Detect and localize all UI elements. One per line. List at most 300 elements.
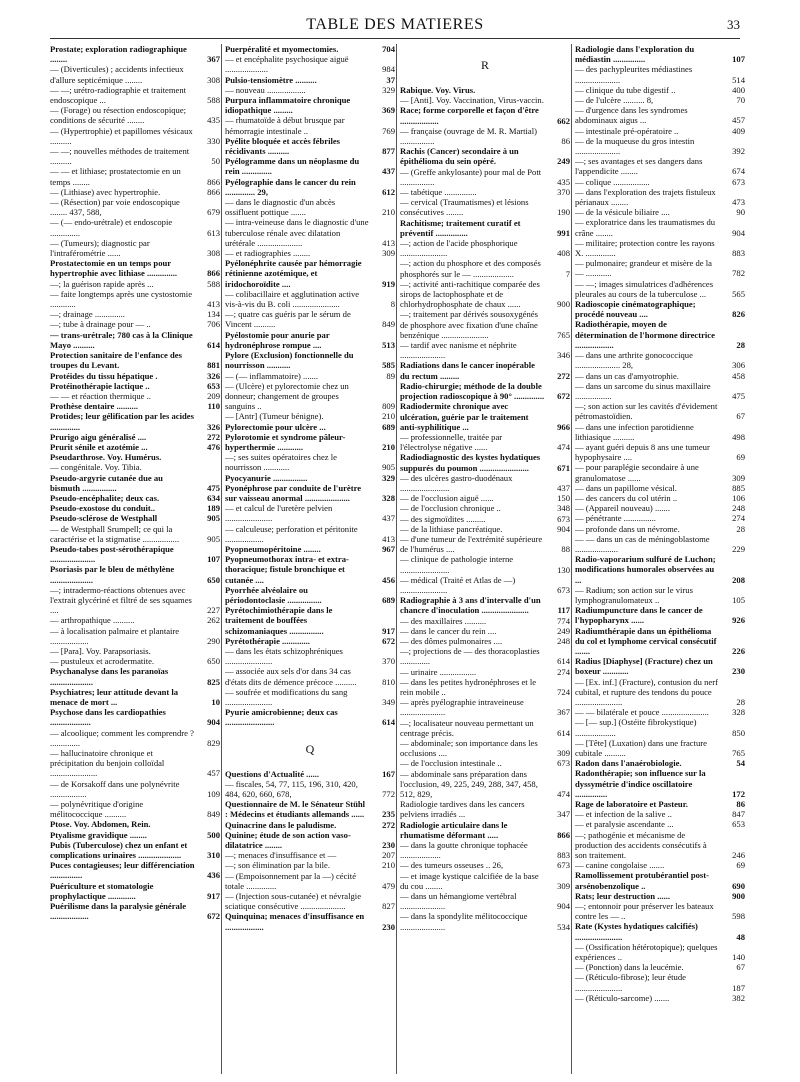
index-entry — [50, 452, 220, 462]
entry-page: 662 — [557, 115, 570, 126]
index-entry — [400, 667, 570, 677]
entry-page: 190 — [557, 207, 570, 218]
index-entry — [575, 442, 745, 462]
entry-page: 28 — [736, 339, 745, 350]
index-entry — [225, 473, 395, 483]
entry-text: Radiations dans le cancer inopérable du rectum ......... — [400, 360, 535, 381]
entry-text: — de la vésicule biliaire .... — [575, 207, 670, 218]
index-entry — [400, 738, 570, 758]
entry-text: Radon dans l'anaérobiologie. — [575, 758, 682, 769]
entry-text: Pyrétothérapie ............. — [225, 635, 310, 646]
entry-page: 367 — [207, 54, 220, 65]
entry-text: — —; images simulatrices d'adhérences pleurales au cours de la tuberculose ... — [575, 278, 714, 299]
index-entry — [50, 166, 220, 186]
entry-text: Prostate; exploration radiographique ........ — [50, 44, 187, 65]
index-entry — [575, 962, 745, 972]
index-entry — [50, 819, 220, 829]
entry-page: 348 — [557, 503, 570, 514]
entry-text: —; tube à drainage pour — .. — [50, 319, 151, 330]
entry-page: 724 — [557, 686, 570, 697]
entry-text: — dans le cancer du rein .... — [400, 625, 497, 636]
page-header — [50, 14, 740, 36]
entry-page: 67 — [736, 411, 745, 422]
entry-text: Radiodermite chronique avec ulcération, guérie par le traitement anti-syphilitique ... — [400, 401, 529, 432]
entry-text: — et paralysie ascendante ... — [575, 819, 674, 830]
entry-page: 235 — [382, 809, 395, 820]
index-entry — [575, 493, 745, 503]
entry-text: — trans-urétrale; 780 cas à la Clinique Mayo .......... — [50, 329, 193, 350]
entry-page: 774 — [557, 615, 570, 626]
entry-page: 769 — [382, 125, 395, 136]
index-entry — [400, 105, 570, 125]
entry-page: 826 — [732, 309, 745, 320]
entry-page: 905 — [382, 462, 395, 473]
entry-page: 598 — [732, 911, 745, 922]
entry-page: 89 — [386, 370, 395, 381]
index-entry — [575, 401, 745, 421]
index-entry — [575, 738, 745, 758]
entry-page: 117 — [557, 605, 570, 616]
index-entry — [400, 860, 570, 870]
entry-page: 883 — [732, 248, 745, 259]
index-entry — [400, 473, 570, 493]
entry-text: — [Anti]. Voy. Vaccination, Virus-vaccin. — [400, 95, 544, 106]
entry-text: —; ses suites opératoires chez le nourrisson ............ — [225, 452, 337, 473]
entry-text: Radiologie tardives dans les cancers pelviens irradiés ... — [400, 799, 525, 820]
entry-text: Prothèse dentaire .......... — [50, 401, 138, 412]
index-entry — [225, 258, 395, 289]
entry-text: — exploratrice dans les traumatismes du crâne ........ — [575, 217, 716, 238]
index-entry — [575, 381, 745, 401]
index-entry — [50, 544, 220, 564]
index-entry — [575, 605, 745, 625]
entry-text: Protéides du tissu hépatique . — [50, 370, 158, 381]
index-entry — [575, 819, 745, 829]
index-entry — [400, 146, 570, 166]
entry-text: Pyélite bloquée et accès fébriles récidivants .......... — [225, 135, 341, 157]
entry-page: 847 — [732, 809, 745, 820]
entry-text: — [Para]. Voy. Parapsoriasis. — [50, 645, 151, 656]
index-entry — [575, 891, 745, 901]
entry-text: — dans un papillome vésical. — [575, 482, 677, 493]
entry-text: — alcoolique; comment les comprendre ? .............. — [50, 727, 194, 748]
index-entry — [400, 452, 570, 472]
entry-page: 330 — [207, 135, 220, 146]
entry-page: 585 — [382, 360, 395, 371]
column-divider — [571, 44, 572, 1074]
entry-page: 457 — [207, 768, 220, 779]
index-entry — [50, 799, 220, 819]
entry-page: 904 — [732, 227, 745, 238]
entry-text: Puerpéralité et myomectomies. — [225, 44, 339, 54]
index-entry — [225, 452, 395, 472]
entry-page: 106 — [732, 492, 745, 503]
entry-text: — [Ex. inf.] (Fracture), contusion du nerf cubital, et rupture des tendons du pouce ...................... — [575, 676, 718, 707]
entry-text: Radonthérapie; son influence sur la dyssymétrie d'indice oscillatoire ............... — [575, 768, 706, 799]
entry-text: — des cancers du col utérin .. — [575, 492, 678, 503]
index-entry — [225, 860, 395, 870]
index-entry — [575, 585, 745, 605]
index-entry — [225, 871, 395, 891]
section-letter: R — [480, 58, 489, 72]
index-entry — [575, 279, 745, 299]
entry-page: 689 — [382, 594, 395, 605]
entry-page: 408 — [557, 248, 570, 259]
index-entry — [575, 513, 745, 523]
entry-text: Rachitisme; traitement curatif et préventif ............... — [400, 217, 521, 238]
entry-text: Pseudo-sclérose de Westphall — [50, 513, 158, 524]
entry-page: 829 — [207, 737, 220, 748]
entry-text: — des pachypleurites médiastines ..................... — [575, 64, 693, 85]
entry-text: Pulsio-tensiomètre .......... — [225, 74, 317, 85]
entry-text: Pylorotomie et syndrome pâleur-hyperthermie ............ — [225, 431, 346, 452]
entry-text: —; action de l'acide phosphorique ...................... — [400, 238, 518, 259]
entry-page: 308 — [207, 248, 220, 259]
entry-page: 849 — [382, 319, 395, 330]
entry-page: 290 — [207, 635, 220, 646]
entry-text: —; traitement par dérivés sousoxygénés de phosphore avec fixation d'une chaîne benzénique ...................... — [400, 309, 538, 340]
entry-page: 367 — [557, 707, 570, 718]
entry-page: 565 — [732, 288, 745, 299]
entry-text: — de Westphall Srumpell; ce qui la caractérise et la stigmatise ................. — [50, 523, 180, 544]
entry-page: 917 — [207, 890, 220, 901]
entry-text: Pseudo-encéphalite; deux cas. — [50, 492, 160, 503]
index-entry — [575, 177, 745, 187]
index-entry — [225, 646, 395, 666]
index-entry — [400, 534, 570, 554]
index-entry — [225, 779, 395, 799]
index-entry — [50, 707, 220, 727]
index-entry — [400, 758, 570, 768]
index-entry — [400, 626, 570, 636]
entry-text: Radio-vaporarium sulfuré de Luchon; modifications humorales observées au ... — [575, 554, 716, 585]
entry-page: 140 — [732, 952, 745, 963]
entry-text: — dans un cas d'amyotrophie. — [575, 370, 679, 381]
entry-page: 926 — [732, 615, 745, 626]
entry-text: Radiumpuncture dans le cancer de l'hypopharynx ...... — [575, 605, 703, 626]
entry-text: Radius [Diaphyse] (Fracture) chez un boxeur ............ — [575, 656, 713, 677]
entry-page: 329 — [382, 84, 395, 95]
entry-text: Ramollissement protubérantiel post-arsénobenzolique .. — [575, 870, 709, 891]
index-entry — [50, 728, 220, 748]
index-entry — [50, 666, 220, 686]
entry-text: — de l'ulcère .......... 8, — [575, 95, 654, 106]
entry-text: — (Diverticules) ; accidents infectieux d'allure septicémique ........ — [50, 64, 184, 85]
entry-text: — d'urgence dans les syndromes abdominaux aigus ... — [575, 105, 688, 126]
entry-text: — (Résection) par voie endoscopique ........ 437, 588, — [50, 197, 180, 218]
entry-text: Pyrétochimiothérapie dans le traitement de bouffées schizomaniaques ................ — [225, 605, 333, 636]
index-entry — [225, 554, 395, 585]
entry-text: — (— inflammatoire) ....... — [225, 370, 319, 381]
entry-text: Protection sanitaire de l'enfance des troupes du Levant. — [50, 350, 182, 371]
index-entry — [225, 769, 395, 779]
index-entry — [400, 840, 570, 860]
index-entry — [50, 901, 220, 921]
entry-page: 613 — [207, 227, 220, 238]
entry-text: — cervical (Traumatismes) et lésions consécutives ........ — [400, 197, 529, 218]
index-entry — [50, 330, 220, 350]
entry-page: 326 — [207, 370, 220, 381]
entry-text: Pyocyanurie ................ — [225, 472, 308, 483]
entry-page: 70 — [736, 95, 745, 106]
entry-page: 209 — [207, 390, 220, 401]
entry-page: 966 — [557, 421, 570, 432]
index-entry — [225, 799, 395, 819]
entry-text: Prurit sénile et azotémie ... — [50, 441, 148, 452]
entry-text: — faite longtemps après une cystostomie ............ — [50, 288, 193, 310]
index-entry — [575, 524, 745, 534]
entry-text: — abdominale; son importance dans les occlusions .... — [400, 738, 538, 759]
entry-page: 7 — [565, 268, 570, 279]
entry-page: 514 — [732, 74, 745, 85]
entry-text: Rabique. Voy. Virus. — [400, 85, 476, 95]
entry-page: 809 — [382, 401, 395, 412]
index-entry — [575, 462, 745, 482]
index-entry — [50, 309, 220, 319]
index-entry — [400, 718, 570, 738]
index-entry — [575, 126, 745, 136]
entry-page: 90 — [736, 207, 745, 218]
entry-text: — des dômes pulmonaires .... — [400, 635, 503, 646]
entry-text: Prostatectomie en un temps pour hypertrophie avec lithiase .............. — [50, 258, 178, 279]
entry-text: —; localisateur nouveau permettant un centrage précis. — [400, 717, 534, 738]
index-entry — [400, 514, 570, 524]
index-entry — [400, 167, 570, 187]
entry-text: Pubis (Tuberculose) chez un enfant et complications urinaires .................... — [50, 839, 188, 861]
entry-page: 54 — [736, 758, 745, 769]
entry-page: 227 — [207, 605, 220, 616]
entry-text: — — dans un cas de méningoblastome .................... — [575, 533, 710, 554]
index-entry — [225, 44, 395, 54]
entry-page: 308 — [207, 74, 220, 85]
index-entry — [400, 799, 570, 819]
entry-page: 272 — [557, 370, 570, 381]
index-entry — [400, 524, 570, 534]
index-entry — [225, 371, 395, 381]
entry-text: — française (ouvrage de M. R. Martial) ................ — [400, 125, 537, 147]
entry-page: 810 — [382, 676, 395, 687]
entry-page: 230 — [382, 840, 395, 851]
entry-page: 310 — [207, 850, 220, 861]
entry-text: — d'une tumeur de l'extrémité supérieure de l'humérus .... — [400, 533, 543, 555]
index-entry — [575, 993, 745, 1003]
index-entry — [400, 279, 570, 310]
index-entry — [50, 238, 220, 258]
index-entry — [50, 289, 220, 309]
index-entry — [575, 921, 745, 941]
entry-text: —; projections de — des thoracoplasties .............. — [400, 646, 540, 667]
index-entry — [225, 75, 395, 85]
index-entry — [575, 85, 745, 95]
entry-page: 827 — [382, 901, 395, 912]
entry-text: Radioscopie cinématographique; procédé nouveau .... — [575, 299, 696, 320]
entry-page: 825 — [207, 676, 220, 687]
entry-text: — associée aux sels d'or dans 34 cas d'états dits de démence précoce .......... — [225, 666, 357, 687]
column-divider — [221, 44, 222, 1074]
entry-page: 849 — [207, 809, 220, 820]
entry-page: 474 — [557, 442, 570, 453]
entry-page: 329 — [382, 472, 395, 483]
entry-page: 650 — [207, 574, 220, 585]
index-entry — [50, 442, 220, 452]
index-entry — [400, 95, 570, 105]
entry-text: — intestinale pré-opératoire .. — [575, 125, 679, 136]
index-entry — [400, 616, 570, 626]
entry-page: 437 — [382, 166, 395, 177]
index-entry — [225, 850, 395, 860]
entry-text: — profonde dans un névrome. — [575, 523, 680, 534]
index-entry — [225, 248, 395, 258]
entry-page: 919 — [382, 278, 395, 289]
entry-page: 370 — [557, 187, 570, 198]
entry-text: — (Greffe ankylosante) pour mal de Pott ................ — [400, 166, 542, 187]
entry-page: 69 — [736, 860, 745, 871]
entry-page: 400 — [732, 84, 745, 95]
entry-text: — rhumatoïde à début brusque par hémorragie intestinale .. — [225, 115, 345, 136]
entry-page: 226 — [732, 645, 745, 656]
index-entry — [225, 156, 395, 176]
entry-text: — dans les petites hydronéphroses et le rein mobile .. — [400, 676, 537, 697]
index-entry — [400, 554, 570, 574]
index-entry — [575, 972, 745, 992]
index-entry — [50, 687, 220, 707]
entry-page: 167 — [382, 768, 395, 779]
entry-page: 10 — [211, 697, 220, 707]
entry-text: — dans le diagnostic d'un abcès ossifluent pottique ....... — [225, 197, 336, 218]
entry-text: Protéinothérapie lactique .. — [50, 380, 150, 391]
entry-page: 614 — [557, 656, 570, 667]
entry-page: 437 — [557, 482, 570, 493]
entry-page: 272 — [382, 819, 395, 830]
entry-page: 475 — [207, 482, 220, 493]
entry-text: — soufrée et modifications du sang ...................... — [225, 686, 348, 707]
entry-text: — colibacillaire et agglutination active vis-à-vis du B. coli ...................... — [225, 288, 360, 310]
entry-page: 674 — [732, 166, 745, 177]
index-entry — [575, 534, 745, 554]
entry-text: — calculeuse; perforation et péritonite .................. — [225, 523, 358, 544]
entry-page: 476 — [207, 441, 220, 452]
entry-page: 500 — [207, 829, 220, 840]
entry-page: 309 — [382, 248, 395, 259]
index-entry — [575, 677, 745, 708]
entry-page: 230 — [732, 666, 745, 677]
entry-page: 207 — [382, 850, 395, 861]
index-entry — [575, 238, 745, 258]
entry-text: Rats; leur destruction ...... — [575, 890, 671, 901]
entry-text: — et encéphalite psychosique aiguë .................... — [225, 54, 349, 75]
entry-text: Protides; leur gélification par les acides .............. — [50, 411, 194, 432]
entry-text: — pour paraplégie secondaire à une granulomatose ...... — [575, 462, 699, 483]
entry-text: Radiologie articulaire dans le rhumatisme déformant ..... — [400, 819, 508, 840]
entry-text: — de l'occlusion aiguë ...... — [400, 493, 494, 504]
entry-text: — [Antr] (Tumeur bénigne). — [225, 411, 324, 422]
index-entry — [400, 697, 570, 717]
entry-text: — fiscales, 54, 77, 115, 196, 310, 420, 484, 620, 660, 678, — [225, 778, 358, 800]
entry-page: 534 — [557, 921, 570, 932]
entry-page: 614 — [382, 717, 395, 728]
index-entry — [225, 115, 395, 135]
entry-page: 612 — [382, 186, 395, 197]
entry-text: — (Appareil nouveau) ....... — [575, 503, 670, 514]
entry-text: — (Hypertrophie) et papillomes vésicaux .......... — [50, 125, 193, 146]
index-entry — [225, 54, 395, 74]
entry-text: —; son action sur les cavités d'évidement pétromastoïdien. — [575, 401, 718, 422]
entry-page: 274 — [732, 513, 745, 524]
index-entry — [400, 911, 570, 931]
entry-text: — (Injection sous-cutanée) et névralgie sciatique consécutive ..................... — [225, 891, 362, 912]
index-entry — [575, 860, 745, 870]
index-entry — [50, 197, 220, 217]
entry-page: 706 — [207, 319, 220, 330]
entry-page: 679 — [207, 207, 220, 218]
index-entry — [225, 217, 395, 248]
entry-text: — dans les états schizophréniques ...................... — [225, 645, 343, 667]
entry-text: Psychiatres; leur attitude devant la menace de mort ... — [50, 686, 179, 707]
entry-text: — dans un hémangiome vertébral ..................... — [400, 891, 517, 912]
index-entry — [400, 493, 570, 503]
index-entry — [50, 626, 220, 646]
entry-page: 904 — [557, 901, 570, 912]
entry-text: Rage de laboratoire et Pasteur. — [575, 799, 688, 810]
index-entry — [575, 626, 745, 657]
index-entry — [225, 177, 395, 197]
index-entry — [225, 605, 395, 636]
entry-page: 272 — [207, 431, 220, 442]
entry-page: 850 — [732, 727, 745, 738]
index-entry — [50, 381, 220, 391]
entry-page: 8 — [390, 299, 395, 310]
entry-page: 105 — [732, 594, 745, 605]
entry-text: — Radium; son action sur le virus lymphogranulomateux .. — [575, 584, 693, 605]
entry-page: 369 — [382, 105, 395, 116]
entry-text: — pulmonaire; grandeur et misère de la — ............ — [575, 258, 712, 279]
index-entry — [50, 391, 220, 401]
entry-page: 370 — [382, 656, 395, 667]
entry-page: 704 — [382, 44, 395, 54]
index-entry — [50, 840, 220, 860]
entry-page: 900 — [732, 890, 745, 901]
entry-text: — (Réticulo-sarcome) ....... — [575, 992, 670, 1003]
entry-page: 672 — [557, 391, 570, 402]
entry-page: 382 — [732, 992, 745, 1003]
entry-page: 86 — [561, 136, 570, 147]
entry-text: — professionnelle, traitée par l'électrolyse négative ...... — [400, 431, 503, 453]
index-entry — [575, 422, 745, 442]
entry-text: —; pathogénie et mécanisme de production des accidents consécutifs à son traitement. — [575, 829, 707, 861]
entry-text: — tabétique ............... — [400, 187, 477, 198]
entry-page: 248 — [557, 635, 570, 646]
entry-page: 28 — [736, 697, 745, 707]
index-entry — [400, 218, 570, 238]
entry-page: 50 — [211, 156, 220, 167]
entry-text: Radiologie dans l'exploration du médiastin ............... — [575, 44, 695, 65]
entry-page: 588 — [207, 95, 220, 106]
entry-text: — (Ossification hétérotopique); quelques expériences .. — [575, 941, 718, 963]
page-title: TABLE DES MATIERES — [306, 16, 484, 33]
entry-page: 671 — [557, 462, 570, 473]
index-entry — [225, 381, 395, 412]
entry-page: 326 — [207, 421, 220, 432]
entry-text: — dans la spondylite mélitococcique ..................... — [400, 911, 528, 932]
entry-page: 917 — [382, 625, 395, 636]
index-entry — [575, 707, 745, 717]
entry-text: —; son élimination par la bile. — [225, 860, 331, 871]
index-entry — [225, 350, 395, 370]
index-entry — [50, 503, 220, 513]
index-entry — [400, 769, 570, 800]
index-entry — [225, 666, 395, 686]
index-entry — [575, 258, 745, 278]
